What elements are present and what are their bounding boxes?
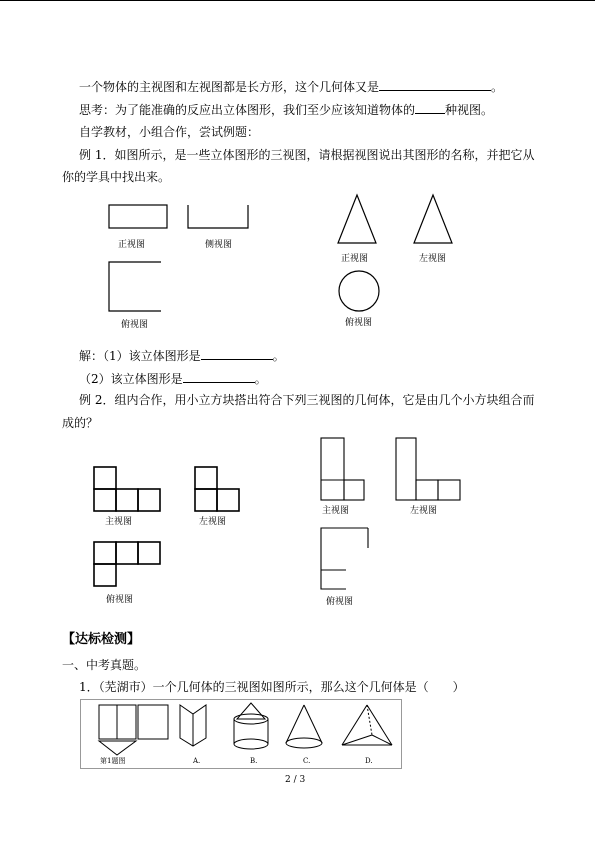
q1-views-label: 第1题图 <box>100 757 126 765</box>
example-2-prompt-cont: 成的？ <box>62 416 99 430</box>
answer-line-1-start: 解：（1）该立体图形是 <box>79 349 201 363</box>
ex1b-left-label: 左视图 <box>419 254 447 264</box>
example-1-prompt: 例 1．如图所示，是一些立体图形的三视图，请根据视图说出其图形的名称，并把它从 <box>79 148 535 162</box>
q1-option-c-label[interactable]: C. <box>303 757 311 765</box>
ex2b-left-label: 左视图 <box>410 506 438 516</box>
ex2-top-label: 俯视图 <box>106 595 134 605</box>
q1-option-a-label[interactable]: A. <box>193 757 201 765</box>
ex1b-front-label: 正视图 <box>341 254 369 264</box>
q1-option-d-label[interactable]: D. <box>365 757 373 765</box>
q1-option-a-shape <box>180 705 206 746</box>
ex2-left-label: 左视图 <box>199 517 227 527</box>
answer-line-2-end: 。 <box>254 372 267 386</box>
ex2b-main-label: 主视图 <box>322 506 350 516</box>
example-1-prompt-cont: 你的学具中找出来。 <box>62 170 171 184</box>
ex1-front-label: 正视图 <box>118 240 146 250</box>
ex2b-top-label: 俯视图 <box>326 597 354 607</box>
q1-three-views <box>99 705 168 755</box>
ex1b-top-label: 俯视图 <box>345 318 373 328</box>
q1-option-b-label[interactable]: B. <box>250 757 258 765</box>
answer-line-1-end: 。 <box>272 349 285 363</box>
text-line-3: 自学教材，小组合作，尝试例题： <box>79 125 260 139</box>
ex2-main-label: 主视图 <box>105 517 133 527</box>
ex1-top-label: 俯视图 <box>121 320 149 330</box>
q1-option-c-shape <box>286 705 322 748</box>
text-line-1-end: 。 <box>491 80 504 94</box>
text-line-2-start: 思考：为了能准确的反应出立体图形，我们至少应该知道物体的 <box>79 103 416 117</box>
ex1-side-label: 侧视图 <box>205 240 233 250</box>
text-line-2-end: 种视图。 <box>445 103 494 117</box>
question-1-prompt: 1．（芜湖市）一个几何体的三视图如图所示，那么这个几何体是（ ） <box>79 680 465 694</box>
section-title: 【达标检测】 <box>62 632 141 647</box>
q1-option-b-shape <box>234 703 268 749</box>
section-subtitle: 一、中考真题。 <box>62 658 147 672</box>
answer-line-2-start: （2）该立体图形是 <box>79 372 183 386</box>
page-number: 2 / 3 <box>285 775 306 785</box>
text-line-1-start: 一个物体的主视图和左视图都是长方形，这个几何体又是 <box>79 80 380 94</box>
q1-option-d-shape <box>342 705 392 745</box>
example-2-prompt: 例 2．组内合作，用小立方块搭出符合下列三视图的几何体，它是由几个小方块组合而 <box>79 393 535 407</box>
